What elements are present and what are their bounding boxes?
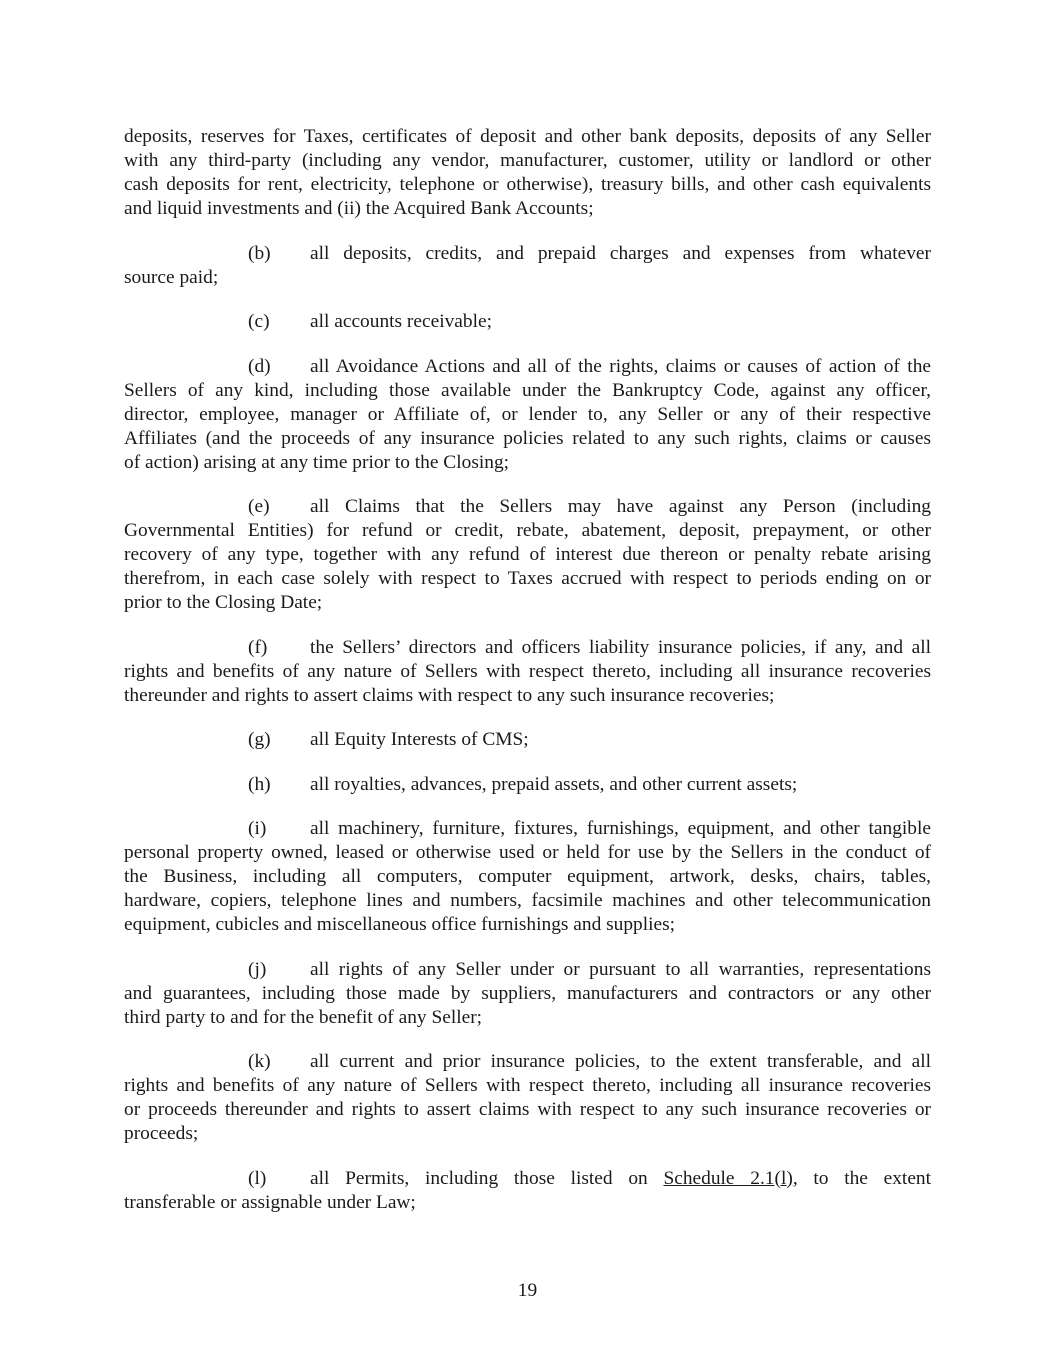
paragraph-label: (j) xyxy=(248,958,267,980)
paragraph-text: all Claims that the Sellers may have against any Person (including xyxy=(310,496,931,517)
paragraph-line: equipment, cubicles and miscellaneous office furnishings and supplies; xyxy=(124,914,676,935)
schedule-reference: Schedule 2.1(l) xyxy=(663,1167,793,1189)
paragraph-label: (h) xyxy=(248,773,271,795)
paragraph-line: deposits, reserves for Taxes, certificates of deposit and other bank deposits, deposits of any Seller xyxy=(124,126,931,147)
paragraph xyxy=(124,958,931,1030)
paragraph-label: (i) xyxy=(248,818,267,839)
paragraph-first-line xyxy=(124,958,931,982)
paragraph-first-line xyxy=(124,773,931,797)
paragraph-label: (k) xyxy=(248,1051,271,1072)
paragraph-line: transferable or assignable under Law; xyxy=(124,1191,416,1213)
paragraph-line: thereunder and rights to assert claims with respect to any such insurance recoveries; xyxy=(124,684,775,706)
paragraph-first-line xyxy=(124,1050,931,1074)
paragraph-line: source paid; xyxy=(124,266,219,288)
paragraph-line: of action) arising at any time prior to the Closing; xyxy=(124,451,510,473)
paragraph-first-line xyxy=(124,355,931,379)
paragraph-line: with any third-party (including any vendor, manufacturer, customer, utility or landlord or other xyxy=(124,150,931,171)
paragraph-line: director, employee, manager or Affiliate of, or lender to, any Seller or any of their respective xyxy=(124,403,931,425)
paragraph xyxy=(124,728,931,752)
paragraph-line: proceeds; xyxy=(124,1123,199,1144)
text-segment: all Permits, including those listed on xyxy=(310,1167,664,1189)
paragraph-line: hardware, copiers, telephone lines and numbers, facsimile machines and other telecommunication xyxy=(124,890,931,911)
paragraph xyxy=(124,1167,931,1215)
paragraph-label: (b) xyxy=(248,242,271,264)
paragraph-text: all rights of any Seller under or pursuant to all warranties, representations xyxy=(310,958,931,980)
paragraph-line: rights and benefits of any nature of Sellers with respect thereto, including all insurance recoveries xyxy=(124,660,931,682)
paragraph-line: recovery of any type, together with any refund of interest due thereon or penalty rebate arising xyxy=(124,544,931,565)
paragraph-text: all Avoidance Actions and all of the rights, claims or causes of action of the xyxy=(310,355,931,377)
paragraph xyxy=(124,495,931,615)
paragraph-text: all Equity Interests of CMS; xyxy=(310,729,529,750)
paragraph-label: (d) xyxy=(248,355,271,377)
paragraph-first-line xyxy=(124,1167,931,1191)
paragraph-line: cash deposits for rent, electricity, telephone or otherwise), treasury bills, and other cash equivalents xyxy=(124,174,931,195)
paragraph xyxy=(124,242,931,290)
paragraph-label: (g) xyxy=(248,729,271,750)
paragraph-label: (f) xyxy=(248,636,268,658)
paragraph xyxy=(124,310,931,334)
paragraph-text: all accounts receivable; xyxy=(310,311,492,332)
paragraph-text xyxy=(310,1167,931,1191)
paragraph-line: the Business, including all computers, computer equipment, artwork, desks, chairs, tables, xyxy=(124,866,931,887)
paragraph-line: and liquid investments and (ii) the Acquired Bank Accounts; xyxy=(124,198,594,219)
text-segment: , to the extent xyxy=(792,1167,932,1189)
paragraph-label: (c) xyxy=(248,311,270,332)
paragraph-line: and guarantees, including those made by suppliers, manufacturers and contractors or any other xyxy=(124,982,931,1004)
paragraph xyxy=(124,125,931,221)
paragraph xyxy=(124,817,931,937)
paragraph xyxy=(124,355,931,475)
paragraph-line: prior to the Closing Date; xyxy=(124,592,323,613)
paragraph-line: Affiliates (and the proceeds of any insurance policies related to any such rights, claims or causes xyxy=(124,427,931,449)
paragraph-text: all deposits, credits, and prepaid charges and expenses from whatever xyxy=(310,242,931,264)
paragraph-line: personal property owned, leased or otherwise used or held for use by the Sellers in the conduct of xyxy=(124,842,931,863)
paragraph xyxy=(124,773,931,797)
paragraph-text: all current and prior insurance policies, to the extent transferable, and all xyxy=(310,1051,931,1072)
paragraph-line: or proceeds thereunder and rights to assert claims with respect to any such insurance recoveries or xyxy=(124,1099,931,1120)
page-number: 19 xyxy=(517,1280,538,1301)
paragraph-line: Governmental Entities) for refund or credit, rebate, abatement, deposit, prepayment, or other xyxy=(124,520,931,541)
document-body xyxy=(124,125,931,1235)
paragraph-text: the Sellers’ directors and officers liability insurance policies, if any, and all xyxy=(310,636,931,658)
paragraph-line: therefrom, in each case solely with respect to Taxes accrued with respect to periods ending on or xyxy=(124,568,931,589)
paragraph-line: third party to and for the benefit of any Seller; xyxy=(124,1006,483,1028)
paragraph-line: rights and benefits of any nature of Sellers with respect thereto, including all insurance recoveries xyxy=(124,1075,931,1096)
paragraph-first-line xyxy=(124,636,931,660)
paragraph-first-line xyxy=(124,310,931,334)
paragraph xyxy=(124,1050,931,1146)
paragraph-first-line xyxy=(124,817,931,841)
paragraph-first-line xyxy=(124,495,931,519)
paragraph-label: (l) xyxy=(248,1167,267,1189)
paragraph xyxy=(124,636,931,708)
paragraph-text: all royalties, advances, prepaid assets, and other current assets; xyxy=(310,773,798,795)
paragraph-first-line xyxy=(124,728,931,752)
paragraph-text: all machinery, furniture, fixtures, furnishings, equipment, and other tangible xyxy=(310,818,931,839)
paragraph-label: (e) xyxy=(248,496,270,517)
paragraph-first-line xyxy=(124,242,931,266)
paragraph-line: Sellers of any kind, including those available under the Bankruptcy Code, against any officer, xyxy=(124,379,931,401)
